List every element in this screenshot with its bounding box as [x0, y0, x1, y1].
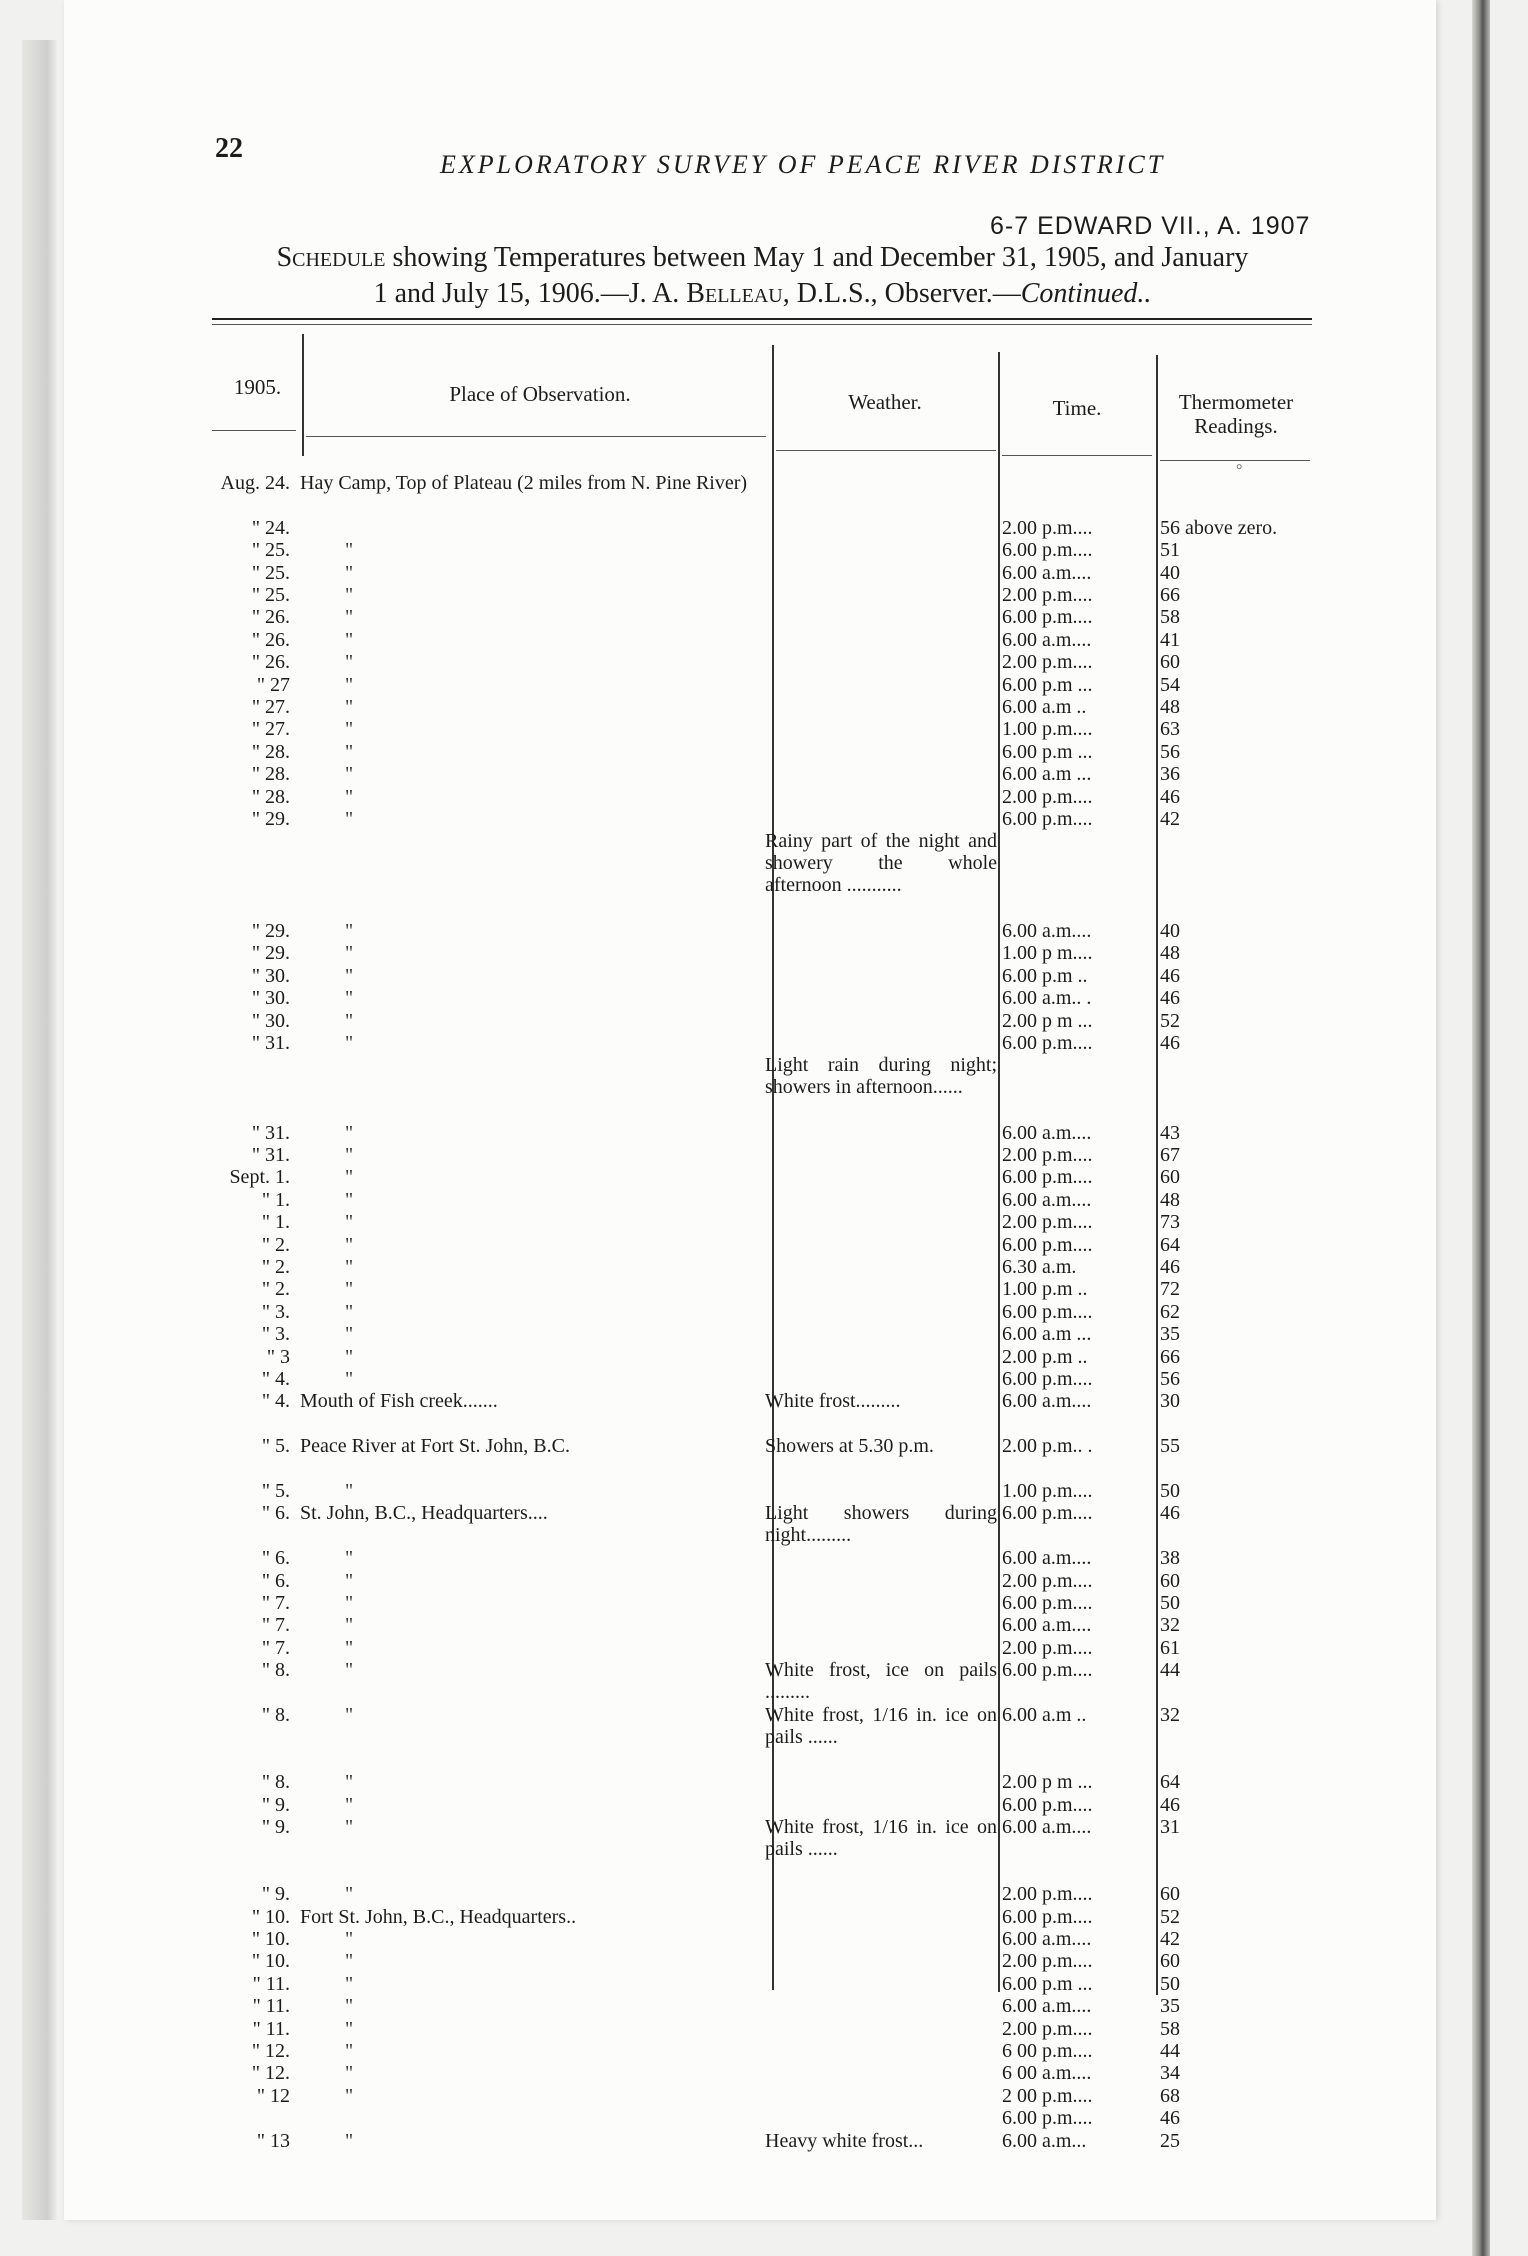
row-place-ditto: " — [345, 942, 354, 965]
row-date: " 4. — [261, 1390, 290, 1413]
row-date: " 12. — [251, 2040, 290, 2062]
row-reading: 42 — [1160, 1928, 1180, 1950]
row-time: 2.00 p.m.... — [1002, 2017, 1093, 2040]
row-weather: White frost......... — [765, 1390, 901, 1413]
row-reading: 46 — [1160, 2107, 1180, 2130]
row-time: 2.00 p.m .. — [1002, 1345, 1088, 1368]
row-date: " 3. — [261, 1300, 290, 1323]
row-time: 6.00 p.m.... — [1002, 1368, 1093, 1390]
table-top-rule — [212, 318, 1312, 320]
row-time: 1.00 p.m.... — [1002, 1480, 1093, 1502]
row-time: 6.00 a.m.... — [1002, 561, 1092, 584]
row-place-ditto: " — [345, 718, 354, 741]
row-time: 6.00 p.m.... — [1002, 1793, 1093, 1816]
row-place-ditto: " — [345, 1771, 354, 1794]
row-reading: 56 — [1160, 1368, 1180, 1390]
row-date: " 3. — [261, 1323, 290, 1346]
row-place-ditto: " — [345, 2062, 354, 2085]
row-time: 6.00 p.m ... — [1002, 1972, 1093, 1995]
row-date: " 11. — [252, 1995, 290, 2018]
row-reading: 46 — [1160, 785, 1180, 808]
row-reading: 58 — [1160, 606, 1180, 629]
row-place-ditto: " — [345, 651, 354, 674]
row-place-ditto: " — [345, 1121, 354, 1144]
column-divider-1 — [302, 334, 304, 456]
row-reading: 64 — [1160, 1771, 1180, 1794]
row-time: 6.00 a.m.... — [1002, 1816, 1092, 1838]
row-reading: 31 — [1160, 1816, 1180, 1838]
row-place: Peace River at Fort St. John, B.C. — [300, 1435, 570, 1458]
row-time: 2.00 p.m.... — [1002, 1950, 1093, 1973]
row-date: " 8. — [261, 1659, 290, 1682]
row-place-ditto: " — [345, 1188, 354, 1211]
row-time: 6.00 a.m .. — [1002, 696, 1087, 718]
row-date: " 27. — [251, 718, 290, 741]
row-time: 6.00 p.m.... — [1002, 808, 1093, 830]
row-time: 2 00 p.m.... — [1002, 2084, 1093, 2107]
row-time: 6.00 a.m.... — [1002, 920, 1092, 942]
page-number: 22 — [215, 133, 243, 164]
row-date: " 28. — [251, 763, 290, 786]
row-date: " 2. — [261, 1278, 290, 1301]
row-reading: 48 — [1160, 1188, 1180, 1211]
row-date: " 25. — [251, 539, 290, 562]
row-reading: 56 — [1160, 740, 1180, 763]
row-place-ditto: " — [345, 1323, 354, 1346]
row-place: Hay Camp, Top of Plateau (2 miles from N. Pine River) — [300, 472, 748, 494]
row-time: 6.00 a.m ... — [1002, 1323, 1092, 1346]
row-place-ditto: " — [345, 584, 354, 606]
row-place-ditto: " — [345, 1793, 354, 1816]
row-date: " 26. — [251, 651, 290, 674]
row-reading: 40 — [1160, 920, 1180, 942]
row-date: " 26. — [251, 606, 290, 629]
row-time: 6.00 p.m ... — [1002, 740, 1093, 763]
column-divider-4 — [1156, 355, 1158, 1995]
row-date: " 5. — [261, 1480, 290, 1502]
row-weather: White frost, ice on pails ......... — [765, 1659, 997, 1704]
header-rule-year — [212, 430, 296, 431]
row-time: 6.00 p.m.... — [1002, 1166, 1093, 1189]
row-date: " 10. — [251, 1928, 290, 1950]
row-date: " 12 — [256, 2084, 290, 2107]
row-time: 6.00 a.m... — [1002, 2129, 1087, 2152]
row-date: " 6. — [261, 1502, 290, 1525]
caption-line2b: D.L.S., Observer.— — [796, 278, 1021, 309]
row-date: " 3 — [266, 1345, 290, 1368]
row-date: " 26. — [251, 628, 290, 651]
row-weather: Light rain during night; showers in afternoon...... — [765, 1054, 997, 1099]
row-time: 6.00 a.m.... — [1002, 1390, 1092, 1413]
row-place-ditto: " — [345, 1300, 354, 1323]
row-reading: 46 — [1160, 987, 1180, 1010]
row-place-ditto: " — [345, 2084, 354, 2107]
caption-line1: showing Temperatures between May 1 and December 31, 1905, and January — [392, 242, 1249, 273]
row-time: 2.00 p m ... — [1002, 1009, 1093, 1032]
row-reading: 52 — [1160, 1009, 1180, 1032]
row-place-ditto: " — [345, 1480, 354, 1502]
row-time: 6.00 p.m.... — [1002, 1233, 1093, 1256]
row-time: 6.00 p.m.... — [1002, 1502, 1093, 1525]
row-date: " 2. — [261, 1233, 290, 1256]
row-reading: 66 — [1160, 1345, 1180, 1368]
row-date: " 31. — [251, 1121, 290, 1144]
row-time: 6.00 p.m .. — [1002, 964, 1088, 987]
row-place-ditto: " — [345, 1569, 354, 1592]
row-time: 6.00 a.m .. — [1002, 1704, 1087, 1726]
row-place-ditto: " — [345, 1883, 354, 1906]
row-date: " 27. — [251, 696, 290, 718]
row-place-ditto: " — [345, 987, 354, 1010]
row-date: " 30. — [251, 987, 290, 1010]
row-reading: 56 above zero. — [1160, 516, 1278, 539]
row-time: 6.00 p.m.... — [1002, 606, 1093, 629]
header-weather: Weather. — [848, 390, 922, 414]
header-rule-thermo — [1160, 460, 1310, 461]
row-reading: 50 — [1160, 1592, 1180, 1614]
row-time: 6.30 a.m. — [1002, 1256, 1077, 1278]
row-date: " 12. — [251, 2062, 290, 2085]
row-weather: White frost, 1/16 in. ice on pails ...... — [765, 1816, 997, 1860]
row-time: 6.00 p.m.... — [1002, 1032, 1093, 1054]
row-reading: 46 — [1160, 1793, 1180, 1816]
row-time: 6.00 p.m.... — [1002, 1300, 1093, 1323]
row-time: 2.00 p m ... — [1002, 1771, 1093, 1794]
row-reading: 38 — [1160, 1547, 1180, 1570]
row-reading: 42 — [1160, 808, 1180, 830]
row-reading: 63 — [1160, 718, 1180, 741]
row-date: " 28. — [251, 785, 290, 808]
row-reading: 46 — [1160, 1032, 1180, 1054]
row-reading: 46 — [1160, 964, 1180, 987]
row-date: " 30. — [251, 1009, 290, 1032]
row-time: 2.00 p.m.... — [1002, 1883, 1093, 1906]
row-date: " 2. — [261, 1256, 290, 1278]
row-date: " 25. — [251, 561, 290, 584]
row-time: 6.00 a.m.... — [1002, 1188, 1092, 1211]
row-reading: 35 — [1160, 1323, 1180, 1346]
row-date: " 10. — [251, 1905, 290, 1928]
row-time: 6.00 p.m.... — [1002, 1659, 1093, 1682]
row-time: 6 00 p.m.... — [1002, 2040, 1093, 2062]
row-reading: 50 — [1160, 1480, 1180, 1502]
header-rule-weather — [776, 450, 996, 451]
session-reference: 6-7 EDWARD VII., A. 1907 — [990, 212, 1311, 240]
table-caption — [210, 240, 1315, 312]
row-weather: Showers at 5.30 p.m. — [765, 1435, 934, 1458]
row-reading: 55 — [1160, 1435, 1180, 1458]
row-time: 2.00 p.m.... — [1002, 785, 1093, 808]
row-place-ditto: " — [345, 1659, 354, 1682]
row-place-ditto: " — [345, 1614, 354, 1637]
row-time: 6.00 a.m.... — [1002, 1928, 1092, 1950]
row-place-ditto: " — [345, 1816, 354, 1838]
row-time: 1.00 p.m .. — [1002, 1278, 1088, 1301]
row-reading: 30 — [1160, 1390, 1180, 1413]
row-place-ditto: " — [345, 1995, 354, 2018]
page-stack-edge-left — [22, 40, 58, 2220]
row-time: 2.00 p.m.... — [1002, 516, 1093, 539]
header-rule-time — [1002, 455, 1152, 456]
header-thermometer: Thermometer Readings. — [1178, 390, 1294, 438]
row-date: " 29. — [251, 920, 290, 942]
row-date: " 7. — [261, 1636, 290, 1659]
row-reading: 60 — [1160, 1166, 1180, 1189]
table-top-rule-thin — [212, 324, 1312, 325]
row-place: St. John, B.C., Headquarters.... — [300, 1502, 548, 1525]
row-reading: 43 — [1160, 1121, 1180, 1144]
running-head: EXPLORATORY SURVEY OF PEACE RIVER DISTRICT — [440, 150, 1166, 179]
row-date: " 4. — [261, 1368, 290, 1390]
row-place: Fort St. John, B.C., Headquarters.. — [300, 1905, 577, 1928]
row-place-ditto: " — [345, 1592, 354, 1614]
row-date: " 24. — [251, 516, 290, 539]
row-time: 6.00 a.m.... — [1002, 1614, 1092, 1637]
row-reading: 60 — [1160, 1569, 1180, 1592]
row-date: " 31. — [251, 1144, 290, 1166]
row-place-ditto: " — [345, 696, 354, 718]
row-weather: Heavy white frost... — [765, 2129, 924, 2152]
row-date: " 31. — [251, 1032, 290, 1054]
row-date: " 29. — [251, 808, 290, 830]
row-place-ditto: " — [345, 1144, 354, 1166]
row-date: " 27 — [256, 673, 290, 696]
row-place-ditto: " — [345, 1211, 354, 1234]
row-time: 6.00 a.m ... — [1002, 763, 1092, 786]
degree-mark: ° — [1236, 462, 1243, 479]
row-place-ditto: " — [345, 1636, 354, 1659]
row-date: " 8. — [261, 1704, 290, 1726]
row-reading: 48 — [1160, 942, 1180, 965]
row-time: 1.00 p.m.... — [1002, 718, 1093, 741]
row-date: Sept. 1. — [229, 1166, 290, 1189]
row-weather: Light showers during night......... — [765, 1502, 997, 1547]
row-reading: 50 — [1160, 1972, 1180, 1995]
caption-observer: Belleau, — [686, 278, 790, 309]
row-time: 6.00 a.m.... — [1002, 628, 1092, 651]
caption-line2a: 1 and July 15, 1906.—J. A. — [373, 278, 680, 309]
row-time: 1.00 p m.... — [1002, 942, 1093, 965]
caption-continued: Continued.. — [1020, 278, 1152, 309]
row-time: 6.00 a.m.... — [1002, 1547, 1092, 1570]
row-place-ditto: " — [345, 1547, 354, 1570]
row-place-ditto: " — [345, 1972, 354, 1995]
row-reading: 67 — [1160, 1144, 1180, 1166]
row-reading: 58 — [1160, 2017, 1180, 2040]
row-date: " 9. — [261, 1793, 290, 1816]
row-place-ditto: " — [345, 1256, 354, 1278]
row-reading: 54 — [1160, 673, 1180, 696]
header-year: 1905. — [233, 375, 282, 399]
row-time: 2.00 p.m.... — [1002, 584, 1093, 606]
row-place-ditto: " — [345, 1950, 354, 1973]
row-reading: 32 — [1160, 1704, 1180, 1726]
row-date: " 10. — [251, 1950, 290, 1973]
row-place-ditto: " — [345, 539, 354, 562]
row-date: " 1. — [261, 1211, 290, 1234]
row-reading: 64 — [1160, 1233, 1180, 1256]
row-place-ditto: " — [345, 1233, 354, 1256]
row-reading: 32 — [1160, 1614, 1180, 1637]
column-divider-3 — [998, 352, 1000, 1992]
row-time: 2.00 p.m.... — [1002, 1569, 1093, 1592]
row-date: " 28. — [251, 740, 290, 763]
row-reading: 61 — [1160, 1636, 1180, 1659]
row-reading: 48 — [1160, 696, 1180, 718]
row-reading: 60 — [1160, 1950, 1180, 1973]
row-time: 6.00 p.m.... — [1002, 1905, 1093, 1928]
row-time: 2.00 p.m.... — [1002, 1636, 1093, 1659]
row-reading: 34 — [1160, 2062, 1180, 2085]
row-time: 6.00 p.m.... — [1002, 2107, 1093, 2130]
row-place-ditto: " — [345, 606, 354, 629]
row-reading: 51 — [1160, 539, 1180, 562]
row-place-ditto: " — [345, 1278, 354, 1301]
row-date: " 11. — [252, 2017, 290, 2040]
row-time: 6.00 a.m.... — [1002, 1121, 1092, 1144]
row-time: 6.00 p.m ... — [1002, 673, 1093, 696]
row-date: " 11. — [252, 1972, 290, 1995]
row-place-ditto: " — [345, 561, 354, 584]
row-reading: 72 — [1160, 1278, 1180, 1301]
row-reading: 68 — [1160, 2084, 1180, 2107]
row-date: " 5. — [261, 1435, 290, 1458]
row-place-ditto: " — [345, 1368, 354, 1390]
row-place-ditto: " — [345, 628, 354, 651]
row-time: 2.00 p.m.. . — [1002, 1435, 1093, 1458]
row-date: Aug. 24. — [220, 472, 290, 494]
row-place-ditto: " — [345, 1032, 354, 1054]
row-date: " 9. — [261, 1883, 290, 1906]
row-time: 6.00 p.m.... — [1002, 1592, 1093, 1614]
row-date: " 6. — [261, 1569, 290, 1592]
row-place-ditto: " — [345, 1704, 354, 1726]
row-reading: 25 — [1160, 2129, 1180, 2152]
page-stack-edge-right — [1472, 0, 1490, 2256]
row-date: " 7. — [261, 1592, 290, 1614]
row-reading: 62 — [1160, 1300, 1180, 1323]
row-time: 6.00 a.m.. . — [1002, 987, 1092, 1010]
header-rule-place — [306, 436, 766, 437]
row-place-ditto: " — [345, 763, 354, 786]
row-time: 6 00 a.m.... — [1002, 2062, 1092, 2085]
row-reading: 60 — [1160, 1883, 1180, 1906]
row-place-ditto: " — [345, 920, 354, 942]
row-place-ditto: " — [345, 740, 354, 763]
row-place-ditto: " — [345, 673, 354, 696]
row-date: " 30. — [251, 964, 290, 987]
row-reading: 44 — [1160, 2040, 1180, 2062]
row-place-ditto: " — [345, 1928, 354, 1950]
row-place: Mouth of Fish creek....... — [300, 1390, 498, 1413]
row-weather: White frost, 1/16 in. ice on pails ...... — [765, 1704, 997, 1748]
row-time: 6.00 p.m.... — [1002, 539, 1093, 562]
row-reading: 44 — [1160, 1659, 1180, 1682]
row-place-ditto: " — [345, 808, 354, 830]
row-reading: 66 — [1160, 584, 1180, 606]
row-reading: 36 — [1160, 763, 1180, 786]
row-date: " 1. — [261, 1188, 290, 1211]
row-reading: 35 — [1160, 1995, 1180, 2018]
row-place-ditto: " — [345, 785, 354, 808]
row-time: 2.00 p.m.... — [1002, 1144, 1093, 1166]
row-weather: Rainy part of the night and showery the whole afternoon ........... — [765, 830, 997, 897]
row-time: 6.00 a.m.... — [1002, 1995, 1092, 2018]
row-place-ditto: " — [345, 2040, 354, 2062]
header-time: Time. — [1052, 396, 1102, 420]
row-date: " 8. — [261, 1771, 290, 1794]
row-place-ditto: " — [345, 2017, 354, 2040]
row-time: 2.00 p.m.... — [1002, 651, 1093, 674]
row-time: 2.00 p.m.... — [1002, 1211, 1093, 1234]
row-reading: 73 — [1160, 1211, 1180, 1234]
row-date: " 25. — [251, 584, 290, 606]
row-reading: 46 — [1160, 1502, 1180, 1525]
row-reading: 41 — [1160, 628, 1180, 651]
row-date: " 13 — [256, 2129, 290, 2152]
row-date: " 29. — [251, 942, 290, 965]
row-place-ditto: " — [345, 2129, 354, 2152]
row-reading: 60 — [1160, 651, 1180, 674]
row-date: " 9. — [261, 1816, 290, 1838]
row-place-ditto: " — [345, 964, 354, 987]
row-reading: 52 — [1160, 1905, 1180, 1928]
row-reading: 46 — [1160, 1256, 1180, 1278]
row-reading: 40 — [1160, 561, 1180, 584]
row-date: " 7. — [261, 1614, 290, 1637]
row-place-ditto: " — [345, 1345, 354, 1368]
caption-lead: Schedule — [276, 242, 386, 273]
row-place-ditto: " — [345, 1166, 354, 1189]
header-place: Place of Observation. — [449, 382, 631, 406]
row-date: " 6. — [261, 1547, 290, 1570]
row-place-ditto: " — [345, 1009, 354, 1032]
